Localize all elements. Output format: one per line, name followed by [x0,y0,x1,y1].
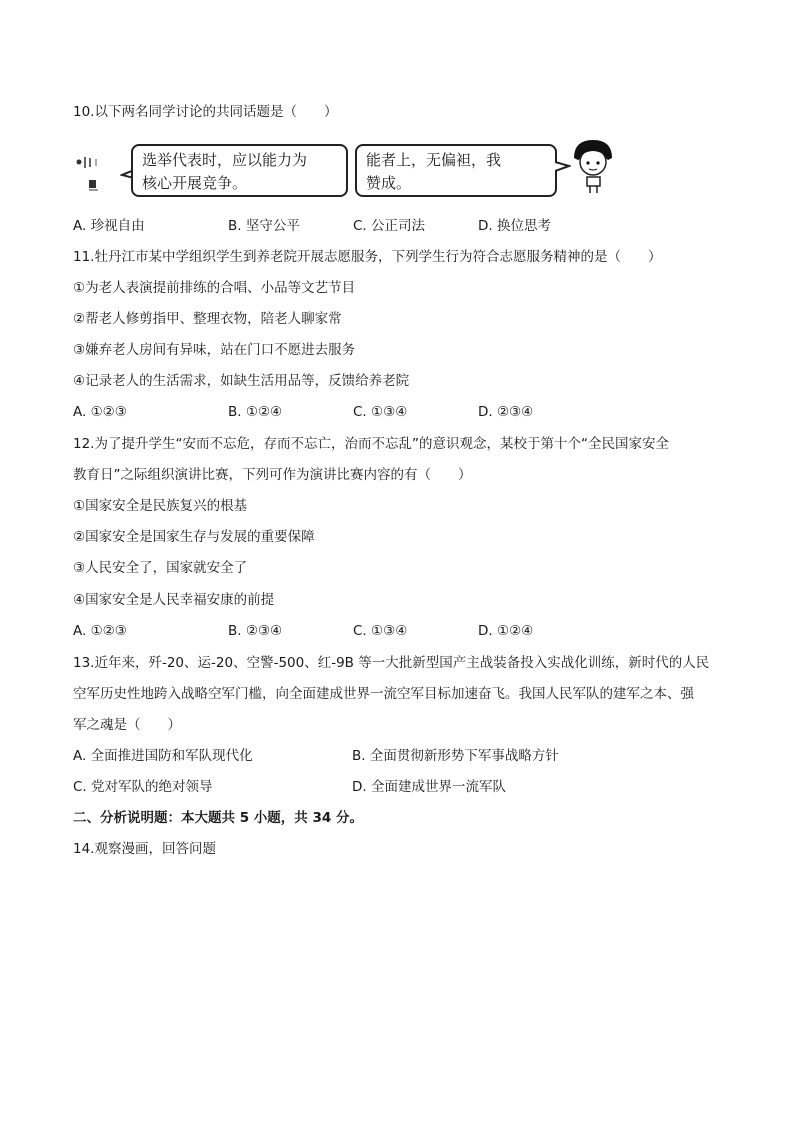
q10-option-c: C. 公正司法 [353,218,426,234]
left-student-figure [70,152,110,198]
q11-item-4: ④记录老人的生活需求，如缺生活用品等，反馈给养老院 [73,373,410,389]
q10-option-a: A. 珍视自由 [73,218,145,234]
q12-item-2: ②国家安全是国家生存与发展的重要保障 [73,529,315,545]
q12-item-3: ③人民安全了，国家就安全了 [73,560,248,576]
q12-stem-line-2: 教育日”之际组织演讲比赛，下列可作为演讲比赛内容的有（ ） [73,467,472,483]
q11-item-3: ③嫌弃老人房间有异味，站在门口不愿进去服务 [73,342,356,358]
q11-option-d: D. ②③④ [478,404,534,420]
q11-option-b: B. ①②④ [228,404,283,420]
q10-stem: 10.以下两名同学讨论的共同话题是（ ） [73,104,338,120]
q10-option-b: B. 坚守公平 [228,218,300,234]
q11-item-1: ①为老人表演提前排练的合唱、小品等文艺节目 [73,280,356,296]
q11-stem: 11.牡丹江市某中学组织学生到养老院开展志愿服务，下列学生行为符合志愿服务精神的是（ ） [73,249,662,265]
q11-item-2: ②帮老人修剪指甲、整理衣物，陪老人聊家常 [73,311,342,327]
q12-item-4: ④国家安全是人民幸福安康的前提 [73,592,275,608]
q14-stem: 14.观察漫画，回答问题 [73,841,216,857]
section-2-title: 二、分析说明题：本大题共 5 小题，共 34 分。 [73,810,363,826]
q11-option-c: C. ①③④ [353,404,408,420]
speech-bubble-left [131,144,348,197]
q10-option-d: D. 换位思考 [478,218,551,234]
q13-stem-line-1: 13.近年来，歼-20、运-20、空警-500、红-9B 等一大批新型国产主战装备投入实战化训练，新时代的人民 [73,655,710,671]
bubble-right-line-2: 赞成。 [366,174,412,192]
q13-option-d: D. 全面建成世界一流军队 [352,779,506,795]
q12-item-1: ①国家安全是民族复兴的根基 [73,498,248,514]
q12-option-b: B. ②③④ [228,623,283,639]
bubble-left-line-1: 选举代表时，应以能力为 [142,151,308,169]
q12-option-a: A. ①②③ [73,623,127,639]
right-student-figure [568,138,618,196]
q13-option-c: C. 党对军队的绝对领导 [73,779,213,795]
bubble-left-line-2: 核心开展竞争。 [142,174,248,192]
q11-option-a: A. ①②③ [73,404,127,420]
q12-option-d: D. ①②④ [478,623,534,639]
q13-stem-line-3: 军之魂是（ ） [73,717,181,733]
q12-option-c: C. ①③④ [353,623,408,639]
q13-option-a: A. 全面推进国防和军队现代化 [73,748,253,764]
q12-stem-line-1: 12.为了提升学生“安而不忘危，存而不忘亡，治而不忘乱”的意识观念，某校于第十个“全民国家安全 [73,436,669,452]
q13-option-b: B. 全面贯彻新形势下军事战略方针 [352,748,559,764]
bubble-right-line-1: 能者上，无偏袒，我 [366,151,502,169]
q13-stem-line-2: 空军历史性地跨入战略空军门槛，向全面建成世界一流空军目标加速奋飞。我国人民军队的建军之本、强 [73,686,694,702]
speech-bubble-right [355,144,557,197]
